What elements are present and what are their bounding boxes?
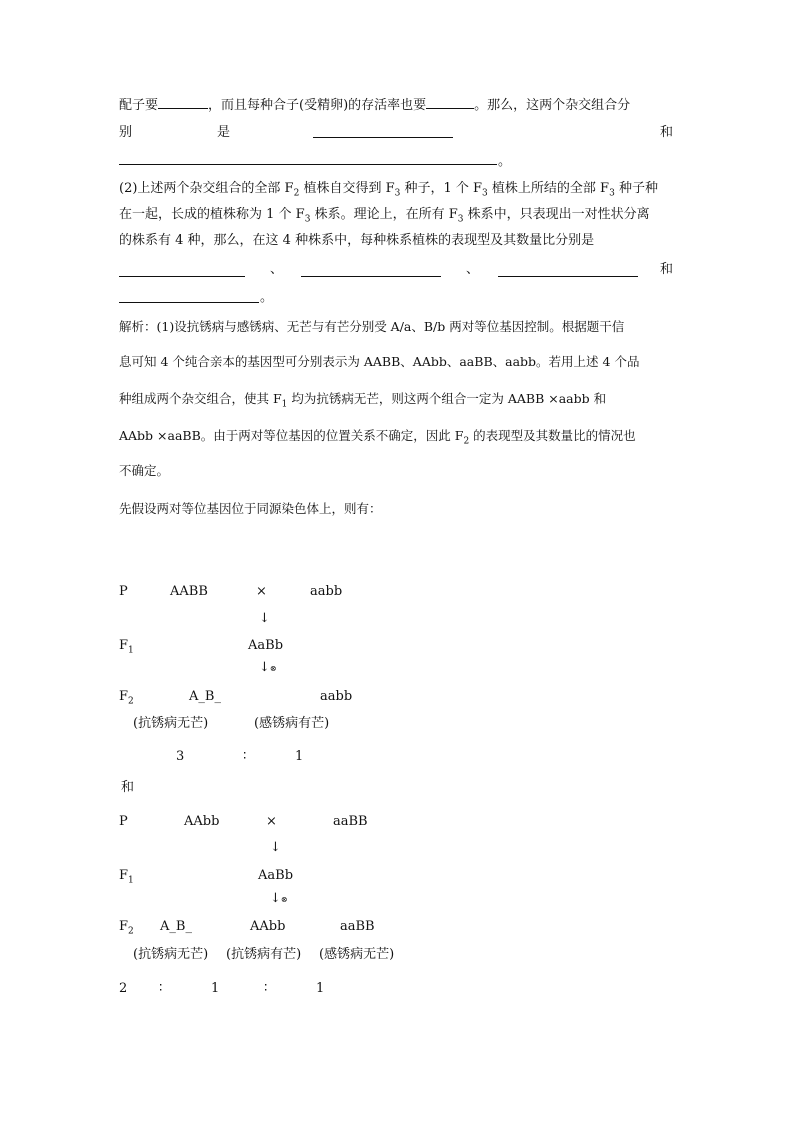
generation-label-p: P xyxy=(119,584,128,599)
answer-blank xyxy=(158,96,208,109)
down-arrow-icon: ↓ xyxy=(270,840,281,855)
text: 种组成两个杂交组合，使其 F xyxy=(119,391,282,406)
f2-genotype: aabb xyxy=(320,689,353,704)
parent-genotype: aabb xyxy=(310,584,343,599)
ratio-value: 1 xyxy=(211,981,220,996)
phenotype-label: (抗锈病有芒) xyxy=(226,947,302,962)
subscript: 2 xyxy=(463,436,470,447)
text: 和 xyxy=(660,125,674,140)
answer-blank xyxy=(119,276,245,277)
subscript: 1 xyxy=(128,875,134,886)
analysis-line-3 xyxy=(119,391,607,410)
phenotype-label: (感锈病有芒) xyxy=(254,716,330,731)
text: 和 xyxy=(660,262,674,277)
f1-genotype: AaBb xyxy=(248,638,284,653)
down-arrow-icon: ↓ xyxy=(259,611,270,626)
generation-label-f1 xyxy=(119,638,134,654)
subscript: 2 xyxy=(128,696,134,707)
ratio-value: 3 xyxy=(176,749,185,764)
text: 种子，1 个 F xyxy=(400,181,483,196)
subscript: 3 xyxy=(304,214,311,225)
subscript: 1 xyxy=(128,645,134,656)
text: 株系中，只表现出一对性状分离 xyxy=(463,207,650,222)
text: 别 xyxy=(119,125,133,140)
parent-genotype: aaBB xyxy=(333,814,368,829)
subscript: 3 xyxy=(457,214,464,225)
generation-label-f1 xyxy=(119,868,134,884)
answer-blank xyxy=(119,164,497,165)
text: 植株上所结的全部 F xyxy=(487,181,610,196)
text: F xyxy=(119,638,129,653)
ratio-colon: ∶ xyxy=(264,981,268,996)
generation-label-f2 xyxy=(119,919,134,935)
analysis-line-5: 不确定。 xyxy=(119,463,170,478)
question-2-line-1 xyxy=(119,181,658,197)
f1-genotype: AaBb xyxy=(258,868,294,883)
text: 配子要 xyxy=(119,98,159,113)
phenotype-label: (感锈病无芒) xyxy=(319,947,395,962)
f2-genotype: AAbb xyxy=(250,919,286,934)
text: 株系。理论上，在所有 F xyxy=(310,207,458,222)
answer-blank xyxy=(498,276,638,277)
question-line-1 xyxy=(119,96,630,114)
phenotype-label: (抗锈病无芒) xyxy=(133,947,209,962)
answer-blank xyxy=(301,276,441,277)
f2-genotype: aaBB xyxy=(340,919,375,934)
ratio-value: 1 xyxy=(295,749,304,764)
text: AAbb ×aaBB。由于两对等位基因的位置关系不确定，因此 F xyxy=(119,428,464,443)
ratio-colon: ∶ xyxy=(243,749,247,764)
f2-genotype: A_B_ xyxy=(160,919,192,934)
phenotype-label: (抗锈病无芒) xyxy=(133,716,209,731)
text: 。那么，这两个杂交组合分 xyxy=(474,98,631,113)
subscript: 2 xyxy=(293,188,300,199)
text: 的表现型及其数量比的情况也 xyxy=(469,428,636,443)
text: (2)上述两个杂交组合的全部 F xyxy=(119,181,294,196)
text: 和 xyxy=(121,780,135,795)
text: 种子种 xyxy=(614,181,658,196)
subscript: 1 xyxy=(281,399,288,410)
selfing-arrow xyxy=(259,660,277,677)
answer-blank xyxy=(426,96,474,109)
subscript: 3 xyxy=(394,188,401,199)
text: 。 xyxy=(260,290,274,305)
text: F xyxy=(119,919,129,934)
analysis-line-6: 先假设两对等位基因位于同源染色体上，则有： xyxy=(119,501,382,516)
analysis-line-2: 息可知 4 个纯合亲本的基因型可分别表示为 AABB、AAbb、aaBB、aabb。若用上述 4 个品 xyxy=(119,354,640,369)
self-cross-icon: ⊗ xyxy=(280,895,288,904)
cross-symbol: × xyxy=(256,584,267,599)
answer-blank xyxy=(119,302,259,303)
separator: 、 xyxy=(270,262,284,277)
ratio-value: 1 xyxy=(316,981,325,996)
text: 是 xyxy=(217,125,231,140)
down-arrow-icon: ↓ xyxy=(259,660,270,675)
text: F xyxy=(119,868,129,883)
cross-symbol: × xyxy=(266,814,277,829)
subscript: 3 xyxy=(482,188,488,199)
text: F xyxy=(119,689,129,704)
parent-genotype: AABB xyxy=(170,584,208,599)
self-cross-icon: ⊗ xyxy=(269,664,277,673)
analysis-line-4 xyxy=(119,428,636,447)
down-arrow-icon: ↓ xyxy=(270,891,281,906)
text: 在一起，长成的植株称为 1 个 F xyxy=(119,207,305,222)
question-2-line-2 xyxy=(119,207,650,223)
selfing-arrow xyxy=(270,891,288,908)
parent-genotype: AAbb xyxy=(184,814,220,829)
answer-blank xyxy=(313,137,453,138)
text: 植株自交得到 F xyxy=(299,181,395,196)
generation-label-f2 xyxy=(119,689,134,705)
text: 均为抗锈病无芒，则这两个组合一定为 AABB ×aabb 和 xyxy=(287,391,607,406)
subscript: 3 xyxy=(609,188,615,199)
text: ，而且每种合子(受精卵)的存活率也要 xyxy=(208,98,427,113)
question-2-line-3: 的株系有 4 种，那么，在这 4 种株系中，每种株系植株的表现型及其数量比分别是 xyxy=(119,233,595,248)
f2-genotype: A_B_ xyxy=(189,689,221,704)
separator: 、 xyxy=(466,262,480,277)
analysis-line-1: 解析：(1)设抗锈病与感锈病、无芒与有芒分别受 A/a、B/b 两对等位基因控制。根据题干信 xyxy=(119,319,625,334)
ratio-value: 2 xyxy=(119,981,128,996)
subscript: 2 xyxy=(128,926,134,937)
generation-label-p: P xyxy=(119,814,128,829)
ratio-colon: ∶ xyxy=(159,981,163,996)
text: 。 xyxy=(498,154,512,169)
